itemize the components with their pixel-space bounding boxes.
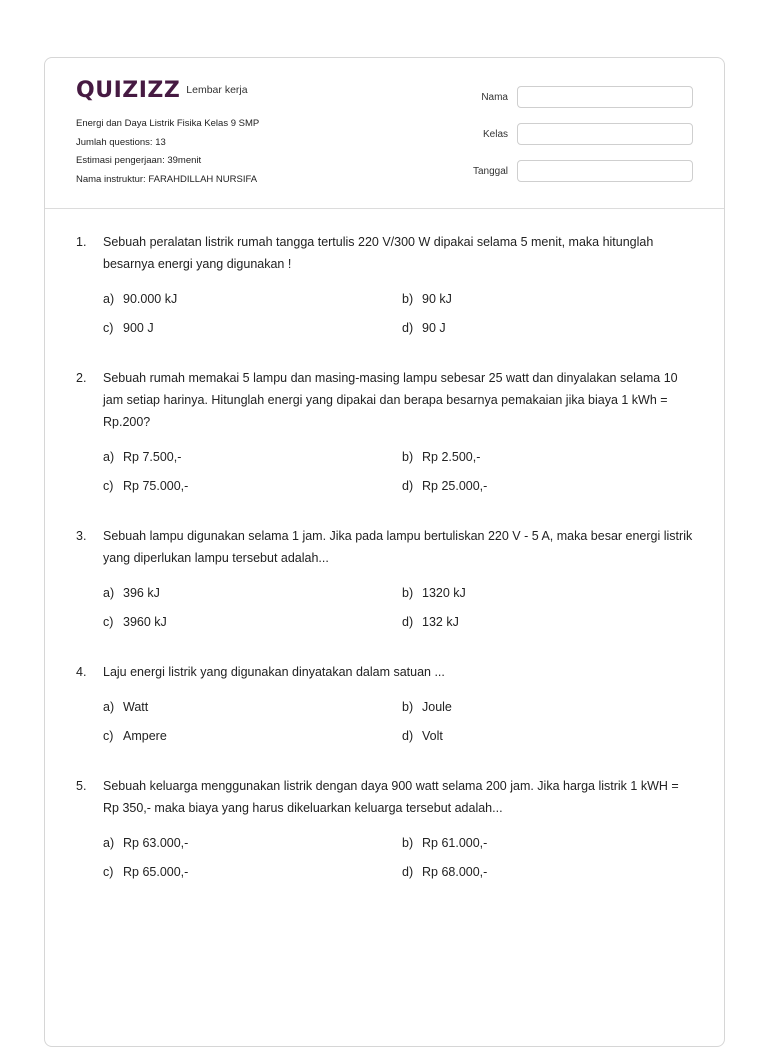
option-b[interactable] <box>402 832 701 854</box>
option-c[interactable] <box>103 861 402 883</box>
option-letter: b) <box>402 292 414 306</box>
answer-options <box>103 288 696 339</box>
question-number: 1. <box>76 235 87 249</box>
question-3 <box>76 525 696 633</box>
option-text: Watt <box>123 700 149 714</box>
worksheet-meta <box>76 118 259 192</box>
option-text: 900 J <box>123 321 154 335</box>
answer-options <box>103 696 696 747</box>
option-letter: d) <box>402 321 414 335</box>
class-field-row <box>463 123 693 145</box>
option-text: Ampere <box>123 729 167 743</box>
option-letter: b) <box>402 586 414 600</box>
question-text: Sebuah rumah memakai 5 lampu dan masing-masing lampu sebesar 25 watt dan dinyalakan selama 10 jam setiap harinya. Hitunglah energi yang dipakai dan berapa besarnya pemakaian jika biaya 1 kWh = Rp.200? <box>103 371 678 429</box>
option-text: 90 kJ <box>422 292 452 306</box>
option-letter: c) <box>103 865 114 879</box>
option-text: 90 J <box>422 321 446 335</box>
question-prompt <box>76 525 696 569</box>
answer-options <box>103 446 696 497</box>
option-letter: c) <box>103 479 114 493</box>
option-letter: d) <box>402 865 414 879</box>
quizizz-logo: QUIZIZZ <box>76 78 181 103</box>
option-letter: a) <box>103 836 115 850</box>
question-number: 2. <box>76 371 87 385</box>
option-text: Volt <box>422 729 443 743</box>
option-text: Rp 2.500,- <box>422 450 481 464</box>
option-d[interactable] <box>402 725 701 747</box>
question-prompt <box>76 661 696 683</box>
option-letter: d) <box>402 615 414 629</box>
class-field[interactable] <box>517 123 693 145</box>
option-letter: b) <box>402 700 414 714</box>
option-text: 3960 kJ <box>123 615 167 629</box>
option-text: 132 kJ <box>422 615 459 629</box>
option-d[interactable] <box>402 861 701 883</box>
option-letter: c) <box>103 615 114 629</box>
question-number: 4. <box>76 665 87 679</box>
meta-instructor: Nama instruktur: FARAHDILLAH NURSIFA <box>76 173 258 185</box>
option-d[interactable] <box>402 611 701 633</box>
worksheet-header <box>45 58 724 209</box>
option-b[interactable] <box>402 288 701 310</box>
worksheet-page <box>44 57 725 1047</box>
option-text: 396 kJ <box>123 586 160 600</box>
option-text: Rp 75.000,- <box>123 479 189 493</box>
option-text: Rp 25.000,- <box>422 479 488 493</box>
question-number: 5. <box>76 779 87 793</box>
question-5 <box>76 775 696 883</box>
meta-title: Energi dan Daya Listrik Fisika Kelas 9 SMP <box>76 118 260 129</box>
option-b[interactable] <box>402 696 701 718</box>
option-c[interactable] <box>103 475 402 497</box>
option-text: Rp 63.000,- <box>123 836 189 850</box>
answer-options <box>103 832 696 883</box>
name-field[interactable] <box>517 86 693 108</box>
option-text: Rp 68.000,- <box>422 865 488 879</box>
option-d[interactable] <box>402 317 701 339</box>
option-letter: c) <box>103 729 114 743</box>
option-b[interactable] <box>402 446 701 468</box>
question-text: Laju energi listrik yang digunakan dinyatakan dalam satuan ... <box>103 665 445 679</box>
date-label: Tanggal <box>472 165 508 177</box>
date-field[interactable] <box>517 160 693 182</box>
option-a[interactable] <box>103 582 402 604</box>
option-a[interactable] <box>103 288 402 310</box>
option-b[interactable] <box>402 582 701 604</box>
option-letter: b) <box>402 450 414 464</box>
option-text: 90.000 kJ <box>123 292 178 306</box>
option-letter: a) <box>103 586 115 600</box>
option-d[interactable] <box>402 475 701 497</box>
option-c[interactable] <box>103 317 402 339</box>
question-4 <box>76 661 696 747</box>
question-prompt <box>76 775 696 819</box>
option-a[interactable] <box>103 832 402 854</box>
option-a[interactable] <box>103 446 402 468</box>
date-field-row <box>463 160 693 182</box>
question-text: Sebuah keluarga menggunakan listrik dengan daya 900 watt selama 200 jam. Jika harga listrik 1 kWH = Rp 350,- maka biaya yang harus dikeluarkan keluarga tersebut adalah... <box>103 779 679 815</box>
option-letter: a) <box>103 292 115 306</box>
class-label: Kelas <box>482 128 508 140</box>
option-text: Rp 65.000,- <box>123 865 189 879</box>
brand <box>76 80 248 102</box>
question-text: Sebuah lampu digunakan selama 1 jam. Jika pada lampu bertuliskan 220 V - 5 A, maka besar energi listrik yang diperlukan lampu tersebut adalah... <box>103 529 693 565</box>
option-letter: d) <box>402 479 414 493</box>
option-a[interactable] <box>103 696 402 718</box>
option-text: Joule <box>422 700 452 714</box>
question-prompt <box>76 231 696 275</box>
question-2 <box>76 367 696 497</box>
question-number: 3. <box>76 529 87 543</box>
meta-duration: Estimasi pengerjaan: 39menit <box>76 155 202 166</box>
question-1 <box>76 231 696 339</box>
meta-question-count: Jumlah questions: 13 <box>76 136 166 148</box>
question-list <box>76 231 696 911</box>
option-letter: d) <box>402 729 414 743</box>
question-text: Sebuah peralatan listrik rumah tangga tertulis 220 V/300 W dipakai selama 5 menit, maka hitunglah besarnya energi yang digunakan ! <box>103 235 654 271</box>
option-text: Rp 61.000,- <box>422 836 488 850</box>
question-prompt <box>76 367 696 433</box>
option-letter: a) <box>103 700 115 714</box>
option-letter: c) <box>103 321 114 335</box>
name-label: Nama <box>481 91 508 103</box>
option-c[interactable] <box>103 725 402 747</box>
option-letter: b) <box>402 836 414 850</box>
answer-options <box>103 582 696 633</box>
option-text: Rp 7.500,- <box>123 450 182 464</box>
student-info-fields <box>463 86 693 197</box>
name-field-row <box>463 86 693 108</box>
option-text: 1320 kJ <box>422 586 466 600</box>
worksheet-type-label: Lembar kerja <box>186 84 248 96</box>
option-letter: a) <box>103 450 115 464</box>
option-c[interactable] <box>103 611 402 633</box>
